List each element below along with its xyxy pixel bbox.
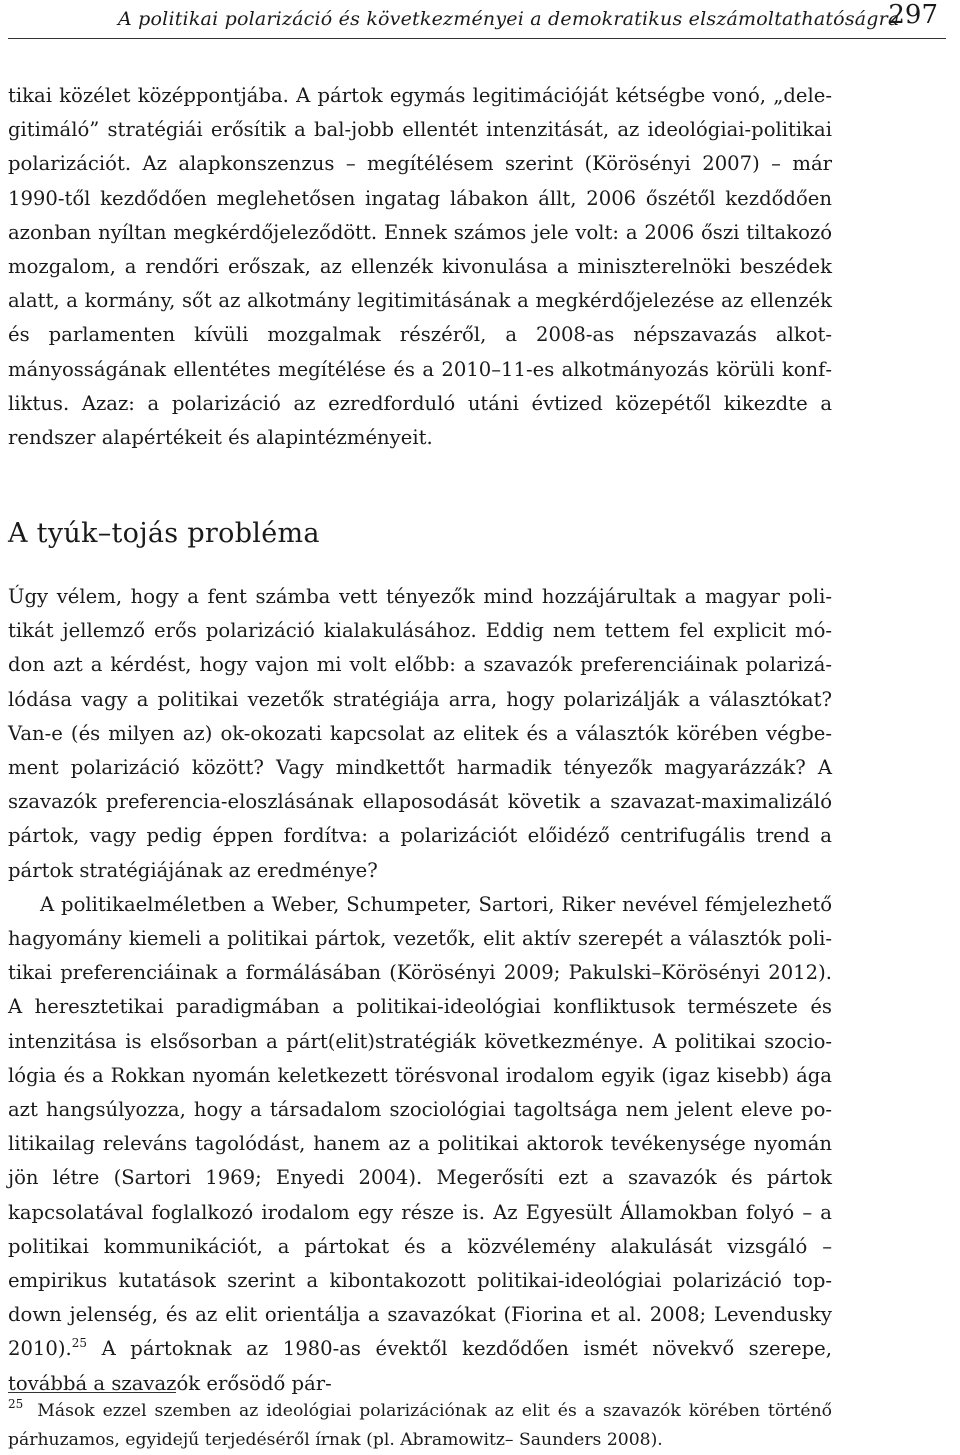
footnote-divider bbox=[8, 1392, 176, 1393]
paragraph bbox=[8, 888, 832, 1401]
running-title: A politikai polarizáció és következményei a demokratikus elszámoltathatóságra bbox=[118, 8, 900, 30]
footnote-number: 25 bbox=[8, 1397, 24, 1411]
section-2-body bbox=[8, 580, 832, 1401]
section-1-body bbox=[8, 79, 832, 455]
paragraph-text-continued: A pártoknak az 1980-as évektől kezdődően ismét növekvő szerepe, továbbá a szavazók erősödő pár- bbox=[8, 1337, 832, 1395]
section-heading: A tyúk–tojás probléma bbox=[8, 518, 320, 549]
paragraph-text: A politikaelméletben a Weber, Schumpeter, Sartori, Riker nevével fémjelezhető hagyomány kiemeli a politikai pártok, vezetők, elit aktív szerepét a választók politikai preferenciáinak a formálásában (Körösényi 2009; Pakulski–Körösényi 2012). A heresztetikai paradigmában a politikai-ideológiai konfliktusok természete és intenzitása is elsősorban a párt(elit)stratégiák következménye. A politikai szociológia és a Rokkan nyomán keletkezett törésvonal irodalom egyik (igaz kisebb) ága azt hangsúlyozza, hogy a társadalom szociológiai tagoltsága nem jelent eleve politikailag releváns tagolódást, hanem az a politikai aktorok tevékenysége nyomán jön létre (Sartori 1969; Enyedi 2004). Megerősíti ezt a szavazók és pártok kapcsolatával foglalkozó irodalom egy része is. Az Egyesült Államokban folyó – a politikai kommunikációt, a pártokat és a közvélemény alakulását vizsgáló – empirikus kutatások szerint a kibontakozott politikai-ideológiai polarizáció top-down jelenség, és az elit orientálja a szavazókat (Fiorina et al. 2008; Levendusky 2010). bbox=[8, 892, 832, 1361]
footnote-reference[interactable]: 25 bbox=[71, 1336, 88, 1351]
paragraph: Úgy vélem, hogy a fent számba vett tényezők mind hozzájárultak a magyar politikát jellemző erős polarizáció kialakulásához. Eddig nem tettem fel explicit módon azt a kérdést, hogy vajon mi volt előbb: a szavazók preferenciáinak polarizálódása vagy a politikai vezetők stratégiája arra, hogy polarizálják a választókat? Van-e (és milyen az) ok-okozati kapcsolat az elitek és a választók körében végbement polarizáció között? Vagy mindkettőt harmadik tényezők magyarázzák? A szavazók preferencia-eloszlásának ellaposodását követik a szavazat-maximalizáló pártok, vagy pedig éppen fordítva: a polarizációt előidéző centrifugális trend a pártok stratégiájának az eredménye? bbox=[8, 585, 832, 882]
page-number: 297 bbox=[888, 0, 938, 30]
footnote bbox=[8, 1397, 832, 1455]
footnote-text: Mások ezzel szemben az ideológiai polarizációnak az elit és a szavazók körében történő párhuzamos, egyidejű terjedéséről írnak (pl. Abramowitz– Saunders 2008). bbox=[8, 1401, 832, 1450]
paragraph: tikai közélet középpontjába. A pártok egymás legitimációját kétségbe vonó, „delegitimáló” stratégiái erősítik a bal-jobb ellentét intenzitását, az ideológiai-politikai polarizációt. Az alapkonszenzus – megítélésem szerint (Körösényi 2007) – már 1990-től kezdődően meglehetősen ingatag lábakon állt, 2006 őszétől kezdődően azonban nyíltan megkérdőjeleződött. Ennek számos jele volt: a 2006 őszi tiltakozó mozgalom, a rendőri erőszak, az ellenzék kivonulása a miniszterelnöki beszédek alatt, a kormány, sőt az alkotmány legitimitásának a megkérdőjelezése az ellenzék és parlamenten kívüli mozgalmak részéről, a 2008-as népszavazás alkotmányosságának ellentétes megítélése és a 2010–11-es alkotmányozás körüli konfliktus. Azaz: a polarizáció az ezredforduló utáni évtized közepétől kikezdte a rendszer alapértékeit és alapintézményeit. bbox=[8, 84, 832, 450]
running-header bbox=[8, 0, 946, 39]
